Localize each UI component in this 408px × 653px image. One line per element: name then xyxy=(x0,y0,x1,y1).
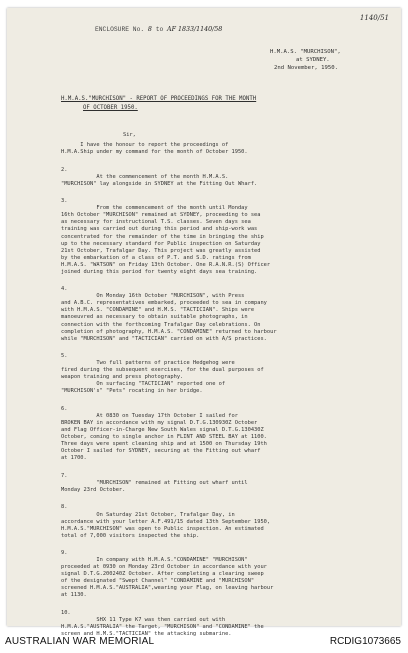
title-line: OF OCTOBER 1950. xyxy=(83,104,138,111)
report-paragraph xyxy=(61,504,363,539)
paragraph-line: October, coming to single anchor in FLINT AND STEEL BAY at 1100. xyxy=(61,434,267,441)
address-line: H.M.A.S. "MURCHISON", xyxy=(270,49,341,55)
paragraph-line: by the embarkation of a class of P.T. and S.D. ratings from xyxy=(61,254,251,261)
archive-footer xyxy=(0,633,408,653)
paragraph-line: 21st October, Trafalgar Day. This project was greatly assisted xyxy=(61,247,261,254)
paragraph-line: SHX 11 Type K7 was then carried out with xyxy=(61,617,226,624)
paragraph-line: "MURCHISON's" "Pets" rocating in her bridge. xyxy=(61,388,203,395)
paragraph-line: total of 7,000 visitors inspected the ship. xyxy=(61,532,200,539)
paragraph-line: On surfacing "TACTICIAN" reported one of xyxy=(61,381,226,388)
paragraph-line: 16th October "MURCHISON" remained at SYDNEY, proceeding to sea xyxy=(61,212,261,219)
paragraph-number: 6. xyxy=(61,405,68,412)
report-paragraph xyxy=(61,406,363,462)
report-title xyxy=(61,95,256,112)
paragraph-line: "MURCHISON" lay alongside in SYDNEY at the Fitting Out Wharf. xyxy=(61,180,258,187)
paragraph-line: and A.B.C. representatives embarked, proceeded to sea in company xyxy=(61,300,267,307)
handwritten-reference: 1140/51 xyxy=(359,14,389,22)
paragraph-number: 9. xyxy=(61,550,68,557)
address-line: 2nd November, 1950. xyxy=(274,65,338,71)
paragraph-number: 5. xyxy=(61,353,68,360)
paragraph-line: H.M.A.Ship under my command for the month of October 1950. xyxy=(61,149,248,156)
paragraph-line: at 1130. xyxy=(61,592,87,599)
paragraph-line: concentrated for the remainder of the time in bringing the ship xyxy=(61,233,264,240)
paragraph-line: At 0830 on Tuesday 17th October I sailed for xyxy=(61,413,238,419)
paragraph-line: as necessary for instructional T.S. classes. Seven days sea xyxy=(61,219,251,226)
sender-address xyxy=(270,48,341,72)
paragraph-number: 2. xyxy=(61,166,68,173)
paragraph-number: 8. xyxy=(61,504,68,511)
paragraph-line: up to the necessary standard for Public inspection on Saturday xyxy=(61,240,261,247)
record-id: RCDIG1073665 xyxy=(329,636,401,647)
report-paragraph xyxy=(61,353,363,395)
paragraph-number: 4. xyxy=(61,286,68,293)
paragraph-line: Monday 23rd October. xyxy=(61,486,126,493)
institution-name: AUSTRALIAN WAR MEMORIAL xyxy=(5,636,155,647)
paragraph-line: fired during the subsequent exercises, for the dual purposes of xyxy=(61,367,264,374)
paragraph-line: with H.M.A.S. "CONDAMINE" and H.M.S. "TACTICIAN". Ships were xyxy=(61,307,255,314)
paragraph-line: "MURCHISON" remained at Fitting out wharf until xyxy=(61,479,248,486)
paragraph-line: accordance with your letter A.F.491/15 dated 13th September 1950, xyxy=(61,518,271,525)
paragraph-line: manoeuvred as necessary to obtain suitable photographs, in xyxy=(61,314,248,321)
enclosure-stamp xyxy=(95,26,222,33)
paragraph-line: From the commencement of the month until Monday xyxy=(61,205,248,212)
report-paragraph xyxy=(61,167,363,188)
enclosure-label: ENCLOSURE No. xyxy=(95,26,145,33)
paragraph-number: 10. xyxy=(61,610,71,617)
paragraph-line: I have the honour to report the proceedings of xyxy=(61,142,229,149)
paragraph-line: H.M.A.S."AUSTRALIA" the Target, "MURCHISON" and "CONDAMINE" the xyxy=(61,624,264,631)
paragraph-line: training was carried out during this period and ship-work was xyxy=(61,226,258,233)
paragraph-line: October I sailed for SYDNEY, securing at the Fitting out wharf xyxy=(61,448,261,455)
paragraph-line: of the designated "Swept Channel" "CONDAMINE and "MURCHISON" xyxy=(61,578,255,585)
paragraph-number: 3. xyxy=(61,198,68,205)
paragraph-line: signal D.T.G.200240Z October. After completing a clearing sweep xyxy=(61,571,264,578)
paragraph-line: while "MURCHISON" and "TACTICIAN" carried on with A/S practices. xyxy=(61,335,267,342)
title-line: H.M.A.S."MURCHISON" - REPORT OF PROCEEDINGS FOR THE MONTH xyxy=(61,96,257,102)
address-line: at SYDNEY. xyxy=(296,57,330,63)
enclosure-number: 8 xyxy=(147,26,152,33)
paragraph-line: BROKEN BAY in accordance with my signal D.T.G.130930Z October xyxy=(61,420,258,427)
paragraph-line: and Flag Officer-in-Charge New South Wales signal D.T.G.130430Z xyxy=(61,427,264,434)
paragraph-line: at 1700. xyxy=(61,455,87,462)
paragraph-line: joined during this period for twenty eight days sea training. xyxy=(61,268,258,275)
report-body xyxy=(61,132,363,649)
paragraph-line: On Monday 16th October "MURCHISON", with Press xyxy=(61,293,245,300)
document-page xyxy=(7,8,401,638)
enclosure-file-ref: AF 1833/1140/58 xyxy=(167,26,223,33)
paragraph-line: proceeded at 0930 on Monday 23rd October in accordance with your xyxy=(61,564,267,571)
paragraph-line: completion of photography, H.M.A.S. "CONDAMINE" returned to harbour xyxy=(61,328,277,335)
paragraph-line: Two full patterns of practice Hedgehog were xyxy=(61,360,235,367)
paragraph-line: screened H.M.A.S."AUSTRALIA",wearing your Flag, on leaving harbour xyxy=(61,585,274,592)
paragraph-line: H.M.A.S. "WATSON" on Friday 13th October. One R.A.N.R.(S) Officer xyxy=(61,261,271,268)
paragraph-line: In company with H.M.A.S."CONDAMINE" "MURCHISON" xyxy=(61,557,248,564)
report-paragraph xyxy=(61,550,363,599)
paragraph-line: screen and H.M.S."TACTICIAN" the attacking submarine. xyxy=(61,631,232,638)
paragraph-line: H.M.A.S."MURCHISON" was open to Public inspection. An estimated xyxy=(61,525,264,532)
paragraph-line: connection with the forthcoming Trafalgar Day celebrations. On xyxy=(61,321,261,328)
report-paragraph xyxy=(61,142,363,156)
paragraph-line: weapon training and press photography. xyxy=(61,374,184,381)
report-paragraph xyxy=(61,198,363,276)
salutation: Sir, xyxy=(123,132,136,138)
paragraph-number: 7. xyxy=(61,472,68,479)
paragraph-line: At the commencement of the month H.M.A.S. xyxy=(61,173,229,180)
enclosure-to: to xyxy=(155,26,164,33)
paragraph-line: Three days were spent cleaning ship and at 1500 on Thursday 19th xyxy=(61,441,267,448)
report-paragraph xyxy=(61,473,363,494)
paragraph-line: On Saturday 21st October, Trafalgar Day, in xyxy=(61,511,235,518)
report-paragraph xyxy=(61,286,363,342)
